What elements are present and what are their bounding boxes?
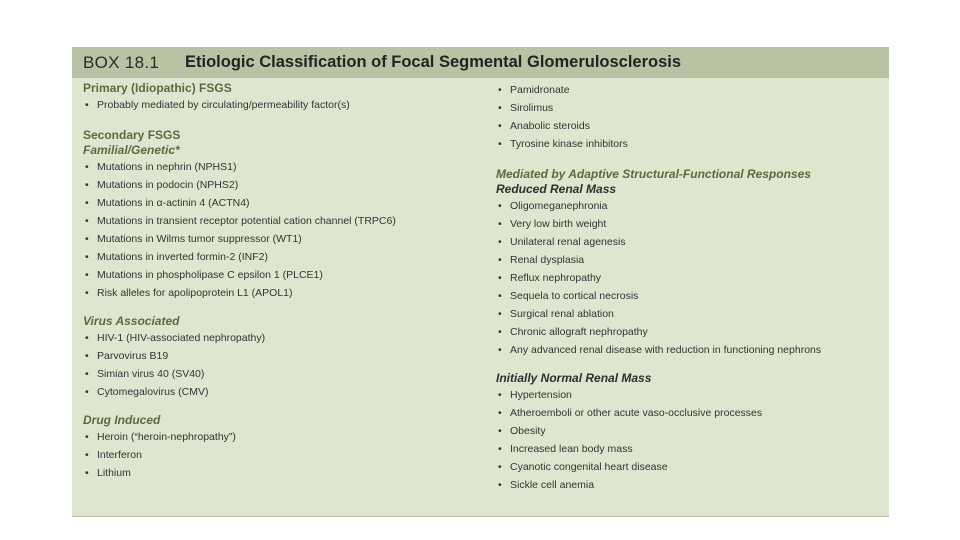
list-item: • Surgical renal ablation — [496, 305, 881, 323]
list-item: • Oligomeganephronia — [496, 197, 881, 215]
classification-box — [72, 47, 889, 517]
list-item: • Cytomegalovirus (CMV) — [83, 383, 483, 401]
list-item: • Pamidronate — [496, 81, 881, 99]
box-title: Etiologic Classification of Focal Segmental Glomerulosclerosis — [185, 53, 682, 71]
virus-list — [83, 329, 483, 401]
right-column — [496, 81, 881, 494]
list-item: • Mutations in transient receptor potential cation channel (TRPC6) — [83, 212, 483, 230]
box-header — [72, 48, 889, 78]
list-item: • Any advanced renal disease with reduction in functioning nephrons — [496, 341, 881, 359]
list-item: • HIV-1 (HIV-associated nephropathy) — [83, 329, 483, 347]
list-item: • Mutations in Wilms tumor suppressor (WT1) — [83, 230, 483, 248]
list-item: • Increased lean body mass — [496, 440, 881, 458]
list-item: • Obesity — [496, 422, 881, 440]
familial-genetic-heading: Familial/Genetic* — [83, 143, 180, 157]
list-item: • Reflux nephropathy — [496, 269, 881, 287]
secondary-fsgs-heading: Secondary FSGS — [83, 128, 181, 142]
primary-list — [83, 96, 483, 114]
left-column — [83, 81, 483, 482]
drug-continued-list — [496, 81, 881, 153]
list-item: • Mutations in α-actinin 4 (ACTN4) — [83, 194, 483, 212]
adaptive-responses-heading: Mediated by Adaptive Structural-Functional Responses — [496, 167, 811, 181]
list-item: • Mutations in phospholipase C epsilon 1 (PLCE1) — [83, 266, 483, 284]
reduced-renal-mass-list — [496, 197, 881, 359]
list-item: • Anabolic steroids — [496, 117, 881, 135]
drug-induced-heading: Drug Induced — [83, 413, 161, 427]
reduced-renal-mass-heading: Reduced Renal Mass — [496, 182, 617, 196]
list-item: • Mutations in nephrin (NPHS1) — [83, 158, 483, 176]
list-item: • Interferon — [83, 446, 483, 464]
list-item: • Hypertension — [496, 386, 881, 404]
list-item: • Tyrosine kinase inhibitors — [496, 135, 881, 153]
list-item: • Mutations in inverted formin-2 (INF2) — [83, 248, 483, 266]
list-item: • Risk alleles for apolipoprotein L1 (APOL1) — [83, 284, 483, 302]
list-item: • Renal dysplasia — [496, 251, 881, 269]
drug-list — [83, 428, 483, 482]
list-item: • Sickle cell anemia — [496, 476, 881, 494]
list-item: • Cyanotic congenital heart disease — [496, 458, 881, 476]
list-item: • Atheroemboli or other acute vaso-occlusive processes — [496, 404, 881, 422]
primary-fsgs-heading: Primary (Idiopathic) FSGS — [83, 81, 232, 95]
list-item: • Lithium — [83, 464, 483, 482]
box-number: BOX 18.1 — [83, 53, 160, 72]
list-item: • Unilateral renal agenesis — [496, 233, 881, 251]
virus-associated-heading: Virus Associated — [83, 314, 180, 328]
list-item: • Chronic allograft nephropathy — [496, 323, 881, 341]
list-item: • Simian virus 40 (SV40) — [83, 365, 483, 383]
list-item: • Sirolimus — [496, 99, 881, 117]
list-item: • Probably mediated by circulating/permeability factor(s) — [83, 96, 483, 114]
initially-normal-renal-mass-heading: Initially Normal Renal Mass — [496, 371, 652, 385]
normal-renal-mass-list — [496, 386, 881, 494]
list-item: • Mutations in podocin (NPHS2) — [83, 176, 483, 194]
familial-list — [83, 158, 483, 302]
list-item: • Very low birth weight — [496, 215, 881, 233]
list-item: • Sequela to cortical necrosis — [496, 287, 881, 305]
list-item: • Heroin (“heroin-nephropathy”) — [83, 428, 483, 446]
list-item: • Parvovirus B19 — [83, 347, 483, 365]
